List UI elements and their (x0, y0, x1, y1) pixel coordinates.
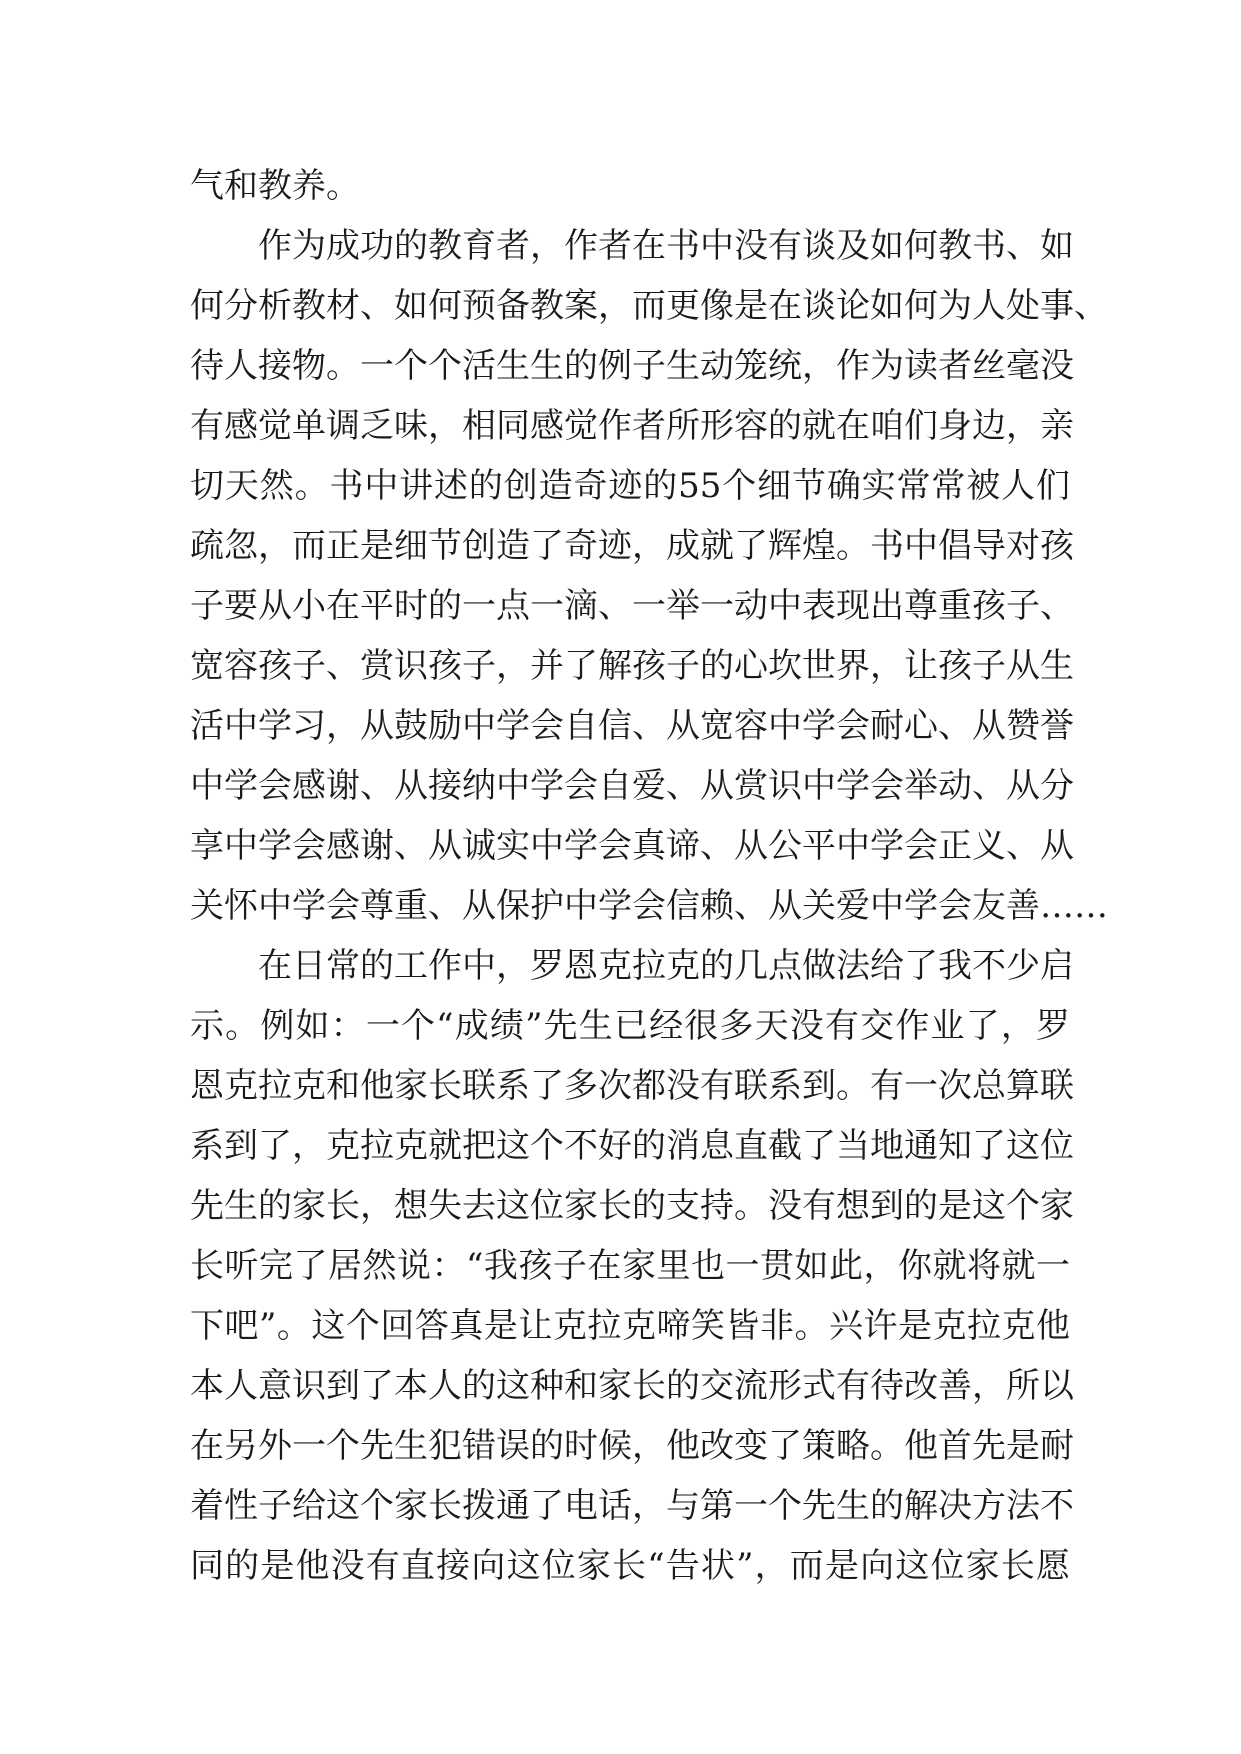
text-line: 下吧”。这个回答真是让克拉克啼笑皆非。兴许是克拉克他 (190, 1306, 1070, 1346)
text-line: 本人意识到了本人的这种和家长的交流形式有待改善，所以 (190, 1366, 1074, 1406)
paragraph-start-line: 在日常的工作中，罗恩克拉克的几点做法给了我不少启 (258, 946, 1074, 986)
text-line: 关怀中学会尊重、从保护中学会信赖、从关爱中学会友善…… (190, 886, 1108, 926)
text-line: 着性子给这个家长拨通了电话，与第一个先生的解决方法不 (190, 1486, 1074, 1526)
paragraph-start-line: 作为成功的教育者，作者在书中没有谈及如何教书、如 (258, 226, 1074, 266)
text-line: 疏忽，而正是细节创造了奇迹，成就了辉煌。书中倡导对孩 (190, 526, 1074, 566)
body-text (190, 156, 1108, 1596)
text-line: 恩克拉克和他家长联系了多次都没有联系到。有一次总算联 (190, 1066, 1074, 1106)
text-line: 在另外一个先生犯错误的时候，他改变了策略。他首先是耐 (190, 1426, 1074, 1466)
text-line: 气和教养。 (190, 166, 360, 206)
text-line: 系到了，克拉克就把这个不好的消息直截了当地通知了这位 (190, 1126, 1074, 1166)
text-line: 有感觉单调乏味，相同感觉作者所形容的就在咱们身边，亲 (190, 406, 1074, 446)
text-line: 切天然。书中讲述的创造奇迹的55个细节确实常常被人们 (190, 466, 1070, 506)
text-line: 长听完了居然说：“我孩子在家里也一贯如此，你就将就一 (190, 1246, 1070, 1286)
text-line: 先生的家长，想失去这位家长的支持。没有想到的是这个家 (190, 1186, 1074, 1226)
text-line: 示。例如：一个“成绩”先生已经很多天没有交作业了，罗 (190, 1006, 1070, 1046)
text-line: 同的是他没有直接向这位家长“告状”，而是向这位家长愿 (190, 1546, 1070, 1586)
text-line: 享中学会感谢、从诚实中学会真谛、从公平中学会正义、从 (190, 826, 1074, 866)
text-line: 待人接物。一个个活生生的例子生动笼统，作为读者丝毫没 (190, 346, 1074, 386)
text-line: 何分析教材、如何预备教案，而更像是在谈论如何为人处事、 (190, 286, 1108, 326)
text-line: 宽容孩子、赏识孩子，并了解孩子的心坎世界，让孩子从生 (190, 646, 1074, 686)
text-line: 子要从小在平时的一点一滴、一举一动中表现出尊重孩子、 (190, 586, 1074, 626)
text-line: 中学会感谢、从接纳中学会自爱、从赏识中学会举动、从分 (190, 766, 1074, 806)
text-line: 活中学习，从鼓励中学会自信、从宽容中学会耐心、从赞誉 (190, 706, 1074, 746)
